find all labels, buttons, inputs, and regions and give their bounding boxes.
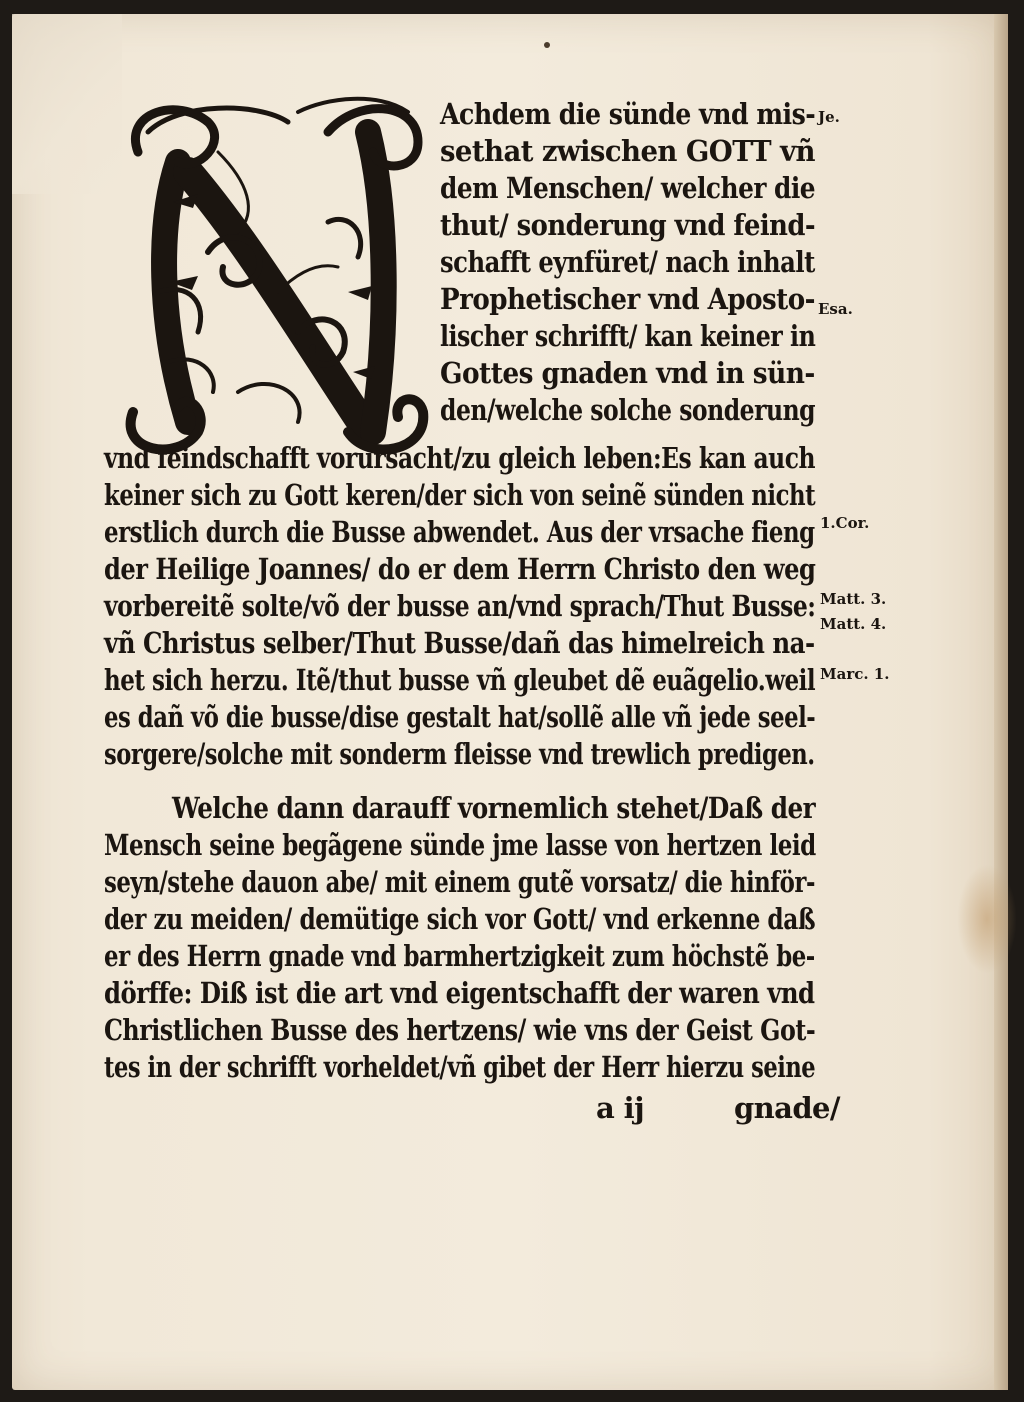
- text-line-19: Welche dann darauff vornemlich stehet/Daß der: [172, 791, 816, 825]
- text-line-10: vnd feindschafft vorursacht/zu gleich leben:Es kan auch: [104, 441, 816, 475]
- text-line-8: Gottes gnaden vnd in sün-: [440, 356, 815, 390]
- margin-note-cor: 1.Cor.: [820, 514, 870, 532]
- text-line-18: sorgere/solche mit sonderm fleisse vnd trewlich predigen.: [104, 737, 815, 771]
- text-line-17: es dañ võ die busse/dise gestalt hat/sollẽ alle vñ jede seel-: [104, 700, 816, 734]
- text-line-25: Christlichen Busse des hertzens/ wie vns der Geist Got-: [104, 1013, 816, 1047]
- text-line-1: Achdem die sünde vnd mis-: [440, 97, 816, 131]
- text-line-11: keiner sich zu Gott keren/der sich von seinẽ sünden nicht: [104, 478, 816, 512]
- text-line-7: lischer schrifft/ kan keiner in: [440, 319, 816, 353]
- text-line-23: er des Herrn gnade vnd barmhertzigkeit zum höchstẽ be-: [104, 939, 815, 973]
- text-line-6: Prophetischer vnd Aposto-: [440, 282, 815, 316]
- catchword: gnade/: [734, 1091, 840, 1125]
- text-line-14: vorbereitẽ solte/võ der busse an/vnd sprach/Thut Busse:: [104, 589, 816, 623]
- text-line-21: seyn/stehe dauon abe/ mit einem gutẽ vorsatz/ die hinför-: [104, 865, 815, 899]
- water-stain: [957, 864, 1017, 974]
- text-line-13: der Heilige Joannes/ do er dem Herrn Christo den weg: [104, 552, 816, 586]
- decorated-initial-n: [118, 92, 436, 464]
- margin-note-marc: Marc. 1.: [820, 665, 890, 683]
- text-line-16: het sich herzu. Itẽ/thut busse vñ gleubet dẽ euãgelio.weil: [104, 663, 816, 697]
- text-line-3: dem Menschen/ welcher die: [440, 171, 816, 205]
- text-line-15: vñ Christus selber/Thut Busse/dañ das himelreich na-: [104, 626, 815, 660]
- text-line-4: thut/ sonderung vnd feind-: [440, 208, 816, 242]
- text-line-20: Mensch seine begãgene sünde jme lasse von hertzen leid: [104, 828, 816, 862]
- margin-note-matt3: Matt. 3.: [820, 590, 887, 608]
- margin-note-matt4: Matt. 4.: [820, 615, 887, 633]
- text-line-26: tes in der schrifft vorheldet/vñ gibet der Herr hierzu seine: [104, 1050, 816, 1084]
- margin-note-je: Je.: [818, 108, 840, 126]
- text-line-12: erstlich durch die Busse abwendet. Aus der vrsache fieng: [104, 515, 815, 549]
- margin-note-esa: Esa.: [818, 300, 853, 318]
- ink-spot: [544, 42, 550, 48]
- signature-mark: a ij: [596, 1091, 644, 1125]
- page-fold: [12, 14, 122, 194]
- text-line-2: sethat zwischen GOTT vñ: [440, 134, 815, 168]
- page-edge: [994, 14, 1008, 1390]
- text-line-22: der zu meiden/ demütige sich vor Gott/ vnd erkenne daß: [104, 902, 816, 936]
- text-line-24: dörffe: Diß ist die art vnd eigentschafft der waren vnd: [104, 976, 815, 1010]
- text-line-5: schafft eynfüret/ nach inhalt: [440, 245, 815, 279]
- text-line-9: den/welche solche sonderung: [440, 393, 816, 427]
